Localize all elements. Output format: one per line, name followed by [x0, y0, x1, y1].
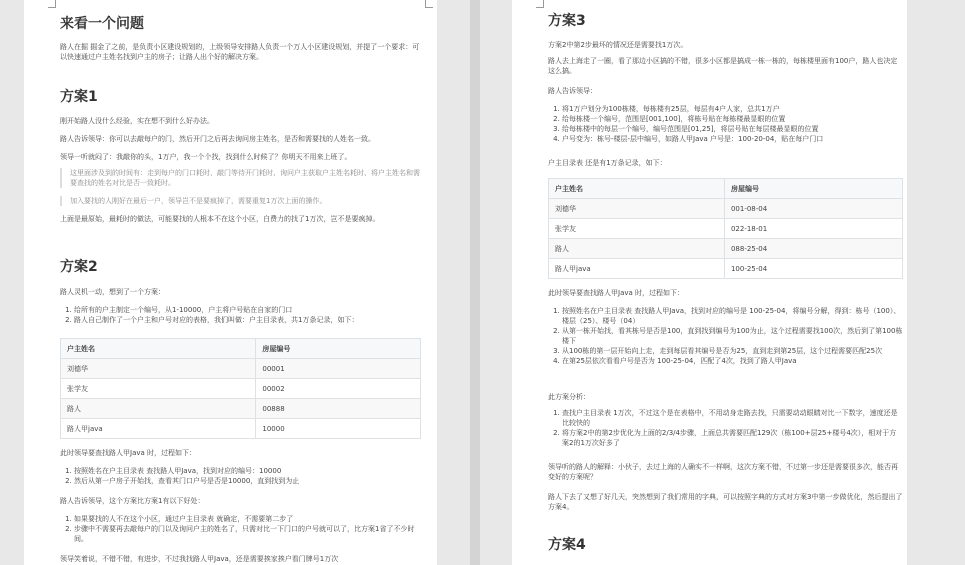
table-header: 户主姓名 — [549, 179, 725, 199]
paragraph: 路人灵机一动，想到了一个方案： — [60, 288, 165, 296]
ordered-list — [60, 305, 421, 325]
list-item: 1. 按照姓名在户主目录表 查找路人甲Java，找到对应的编号是 100-25-04，将编号分解，得到：栋号（100）、楼层（25）、楼号（04） — [562, 306, 903, 326]
table-header: 户主姓名 — [61, 339, 256, 359]
document-page-left — [24, 0, 437, 565]
list-item: 1. 按照姓名在户主目录表 查找路人甲Java，找到对应的编号：10000 — [74, 466, 421, 476]
paragraph: 此方案分析： — [548, 393, 590, 401]
table-cell: 00888 — [256, 399, 421, 419]
document-page-right — [512, 0, 907, 565]
table-cell: 00001 — [256, 359, 421, 379]
list-item: 2. 然后从第一户房子开始找，查看其门口户号是否是10000，直到找到为止 — [74, 476, 421, 486]
table-row — [61, 419, 421, 439]
paragraph: 上面是最原始，最耗时的做法，可能要找的人根本不在这个小区，白费力的找了1万次，岂不是要疯掉。 — [60, 215, 380, 223]
list-item: 1. 如果要找的人不在这个小区，通过户主目录表 就确定，不需要第二步了 — [74, 514, 421, 524]
list-item: 2. 路人自己制作了一个户主和户号对应的表格，我们叫做：户主目录表，共1万条记录，如下： — [74, 315, 421, 325]
table-cell: 路人甲java — [61, 419, 256, 439]
paragraph: 户主目录表 还是有1万条记录，如下： — [548, 159, 667, 167]
paragraph: 路人告诉领导： — [548, 87, 597, 95]
table-cell: 路人 — [61, 399, 256, 419]
paragraph: 路人去上海走了一圈，看了那边小区搞的不错，很多小区都是搞成一栋一栋的，每栋楼里面有100户，路人也决定这么搞。 — [548, 57, 898, 75]
list-item: 3. 从100栋的第一层开始向上走，走到每层看其编号是否为25，直到走到第25层，这个过程需要匹配25次 — [562, 346, 903, 356]
list-item: 4. 户号变为：栋号-楼层-层中编号，如路人甲Java 户号是：100-20-04，贴在每户门口 — [562, 134, 903, 144]
plan2-heading: 方案2 — [60, 259, 98, 275]
table-cell: 刘德华 — [549, 199, 725, 219]
paragraph: 此时领导要查找路人甲Java 时，过程如下： — [60, 449, 197, 457]
table-cell: 10000 — [256, 419, 421, 439]
table-cell: 张学友 — [549, 219, 725, 239]
table-cell: 刘德华 — [61, 359, 256, 379]
list-item: 4. 在第25层依次看看户号是否为 100-25-04，匹配了4次，找到了路人甲Java — [562, 356, 903, 366]
section-heading: 来看一个问题 — [60, 16, 144, 32]
table-cell: 022-18-01 — [724, 219, 902, 239]
paragraph: 路人告诉领导，这个方案比方案1有以下好处： — [60, 497, 205, 505]
list-item: 2. 从第一栋开始找，看其栋号是否是100，直到找到编号为100为止，这个过程需要找100次，然后到了第100栋楼下 — [562, 326, 903, 346]
table-cell: 001-08-04 — [724, 199, 902, 219]
table-cell: 路人 — [549, 239, 725, 259]
list-item: 2. 步骤中不需要再去敲每户的门以及询问户主的姓名了，只需对比一下门口的户号就可以了，比方案1省了不少时间。 — [74, 524, 421, 544]
ordered-list — [548, 306, 903, 366]
blockquote: 这里面涉及到的时间有：走到每户的门口耗时、敲门等待开门耗时、询问户主获取户主姓名耗时、将户主姓名和需要查找的姓名对比是否一致耗时。 — [60, 168, 421, 188]
paragraph: 刚开始路人没什么经验，实在想不到什么好办法。 — [60, 117, 214, 125]
table-row — [549, 259, 903, 279]
ordered-list — [548, 408, 903, 448]
table-header: 房屋编号 — [724, 179, 902, 199]
plan3-heading: 方案3 — [548, 13, 586, 29]
paragraph: 领导笑着说，不错不错，有进步，不过我找路人甲Java，还是需要挨家挨户看门牌号1万次 — [60, 555, 339, 563]
table-row — [549, 199, 903, 219]
plan1-heading: 方案1 — [60, 89, 98, 105]
table-row — [61, 399, 421, 419]
paragraph: 领导听的路人的解释：小伙子，去过上海的人确实不一样啊，这次方案不错，不过第一步还是需要很多次，能否再变好的方案呢？ — [548, 463, 898, 481]
paragraph: 方案2中第2步最坏的情况还是需要找1万次。 — [548, 41, 688, 49]
table-row — [61, 379, 421, 399]
plan4-heading: 方案4 — [548, 537, 586, 553]
ordered-list — [548, 104, 903, 144]
table-row — [549, 239, 903, 259]
table-cell: 00002 — [256, 379, 421, 399]
list-item: 2. 将方案2中的第2步优化为上面的2/3/4步骤，上面总共需要匹配129次（栋100+层25+楼号4次），相对于方案2的1万次好多了 — [562, 428, 903, 448]
paragraph: 路人下去了又想了好几天，突然想到了我们常用的字典，可以按照字典的方式对方案3中第一步做优化，然后提出了方案4。 — [548, 493, 903, 511]
page-corner-mark — [425, 0, 433, 8]
list-item: 2. 给每栋楼一个编号，范围是[001,100]，将栋号贴在每栋楼最显眼的位置 — [562, 114, 903, 124]
paragraph: 此时领导要查找路人甲Java 时，过程如下： — [548, 289, 685, 297]
page-corner-mark — [48, 0, 56, 8]
list-item: 1. 给所有的户主制定一个编号，从1-10000，户主将户号贴在自家的门口 — [74, 305, 421, 315]
table-row — [549, 219, 903, 239]
owner-directory-table — [60, 338, 421, 439]
blockquote: 加入要找的人刚好在最后一户，领导岂不是要疯掉了，需要重复1万次上面的操作。 — [60, 196, 421, 206]
table-cell: 088-25-04 — [724, 239, 902, 259]
paragraph: 领导一听就闷了：我敲你的头，1万户，我一个个找，找到什么时候了？你明天不用来上班了。 — [60, 153, 352, 161]
table-header: 房屋编号 — [256, 339, 421, 359]
page-corner-mark — [536, 0, 544, 8]
table-cell: 张学友 — [61, 379, 256, 399]
list-item: 3. 给每栋楼中的每层一个编号，编号范围是[01,25]，将层号贴在每层楼最显眼的位置 — [562, 124, 903, 134]
intro-paragraph: 路人在掘 掘金了之前，是负责小区建设规划的，上级领导安排路人负责一个万人小区建设规划，并提了一个要求：可以快速通过户主姓名找到户主的房子；让路人出个好的解决方案。 — [60, 43, 420, 61]
list-item: 1. 将1万户划分为100栋楼，每栋楼有25层，每层有4户人家，总共1万户 — [562, 104, 903, 114]
table-cell: 100-25-04 — [724, 259, 902, 279]
page-gap — [470, 0, 480, 565]
owner-directory-table — [548, 178, 903, 279]
paragraph: 路人告诉领导：你可以去敲每户的门，然后开门之后再去询问房主姓名，是否和需要找的人姓名一致。 — [60, 135, 375, 143]
ordered-list — [60, 514, 421, 544]
table-cell: 路人甲java — [549, 259, 725, 279]
ordered-list — [60, 466, 421, 486]
table-row — [61, 359, 421, 379]
list-item: 1. 查找户主目录表 1万次，不过这个是在表格中，不用动身走路去找，只需要动动眼睛对比一下数字，速度还是比较快的 — [562, 408, 903, 428]
